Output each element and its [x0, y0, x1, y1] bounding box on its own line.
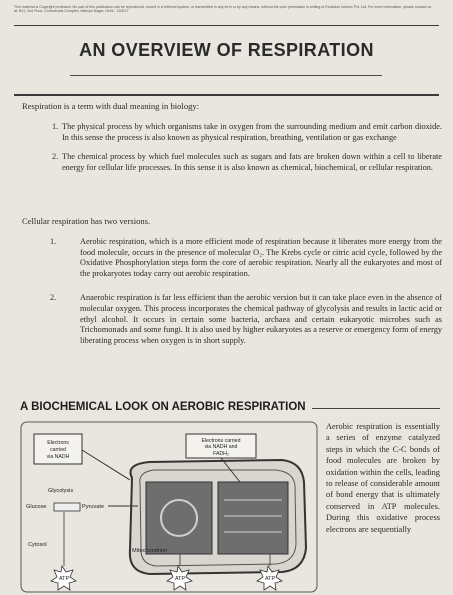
- list-item: [22, 293, 442, 346]
- glucose-label: Glucose: [26, 504, 47, 510]
- aerobic-explanation: Aerobic respiration is essentially a series of enzyme catalyzed steps in which the C-C bonds of food molecules are broken by oxidation within the cells, leading to release of considerable amount of bond energy that is ultimately conserved in ATP molecules. During this oxidative process electrons are sequentially: [326, 422, 440, 534]
- svg-text:ATP: ATP: [174, 576, 186, 582]
- svg-text:via NADH: via NADH: [46, 454, 70, 460]
- svg-text:FADH₂: FADH₂: [213, 451, 229, 457]
- electrons-nadh-fadh-label: Electrons carried: [201, 438, 241, 444]
- versions-list: [22, 237, 442, 346]
- intro-paragraph: Respiration is a term with dual meaning in biology:: [22, 101, 200, 111]
- list-item: [22, 122, 442, 143]
- copyright-notice: This material is Copyright protected. No part of this publication can be reproduced, stored in a retrieval system, or transmitted in any form or by any means, without the prior permission in writing of Evolution Infosec Pvt. Ltd. For more information, please contact us at: B11, 2nd Floor, Commercial Complex, Malviya Nagar, Delhi - 110017: [14, 5, 432, 14]
- electrons-nadh-label: Electrons: [47, 440, 69, 446]
- pyruvate-label: Pyruvate: [82, 504, 105, 510]
- list-text: Aerobic respiration, which is a more efficient mode of respiration because it liberates more energy from the food molecule, occurs in the presence of molecular O₂. The Krebs cycle or citric acid cycle, followed by the Oxidative Phosphorylation steps form the core of aerobic respiration. Nearly all the eukaryotes and most of the prokaryotes today carry out aerobic respiration.: [80, 237, 442, 278]
- section-heading-rule: [312, 408, 440, 409]
- svg-text:carried: carried: [50, 447, 66, 453]
- citric-acid-cycle-block: [146, 482, 212, 554]
- mitochondrion-label: Mitochondrion: [132, 548, 168, 554]
- list-text: The chemical process by which fuel molecules such as sugars and fats are broken down within a cell to liberate energy for cellular life processes. In this sense it is also known as chemical, biochemical, or cellular respiration.: [62, 152, 442, 172]
- oxidative-phosphorylation-block: [218, 482, 288, 554]
- svg-text:ATP: ATP: [264, 576, 276, 582]
- list-number: 1.: [50, 237, 57, 246]
- cellular-intro: Cellular respiration has two versions.: [22, 216, 151, 226]
- list-number: 1.: [52, 122, 59, 131]
- list-number: 2.: [52, 152, 59, 162]
- cytosol-label: Cytosol: [28, 542, 47, 548]
- respiration-diagram: [20, 420, 318, 595]
- section-heading: A BIOCHEMICAL LOOK ON AEROBIC RESPIRATION: [20, 401, 306, 413]
- page-title: AN OVERVIEW OF RESPIRATION: [79, 40, 374, 60]
- list-number: 2.: [50, 293, 57, 303]
- list-item: [22, 152, 442, 173]
- svg-text:ATP: ATP: [58, 576, 70, 582]
- section-divider: [14, 94, 439, 96]
- svg-text:via NADH and: via NADH and: [204, 444, 238, 450]
- glycolysis-label: Glycolysis: [48, 488, 74, 494]
- top-rule: [14, 25, 439, 26]
- title-underline: [70, 75, 382, 76]
- meanings-list: [22, 122, 442, 173]
- list-item: [22, 237, 442, 279]
- list-text: The physical process by which organisms take in oxygen from the surrounding medium and emit carbon dioxide. In this sense the process is also known as physical respiration, breathing, ventilation or gas exchange: [62, 122, 442, 142]
- atp-burst-1: [51, 566, 76, 590]
- list-text: Anaerobic respiration is far less efficient than the aerobic version but it can take place even in the absence of molecular oxygen. This process incorporates the chemical pathway of glycolysis and results in lactic acid or ethyl alcohol. It occurs in certain some bacteria, archaea and certain eukaryotic microbes such as Trichomonads and some fungi. It is also used by higher eukaryotes as a reserve or emergency form of energy liberating process when oxygen is in short supply.: [80, 293, 442, 345]
- glycolysis-arrow: [54, 503, 80, 511]
